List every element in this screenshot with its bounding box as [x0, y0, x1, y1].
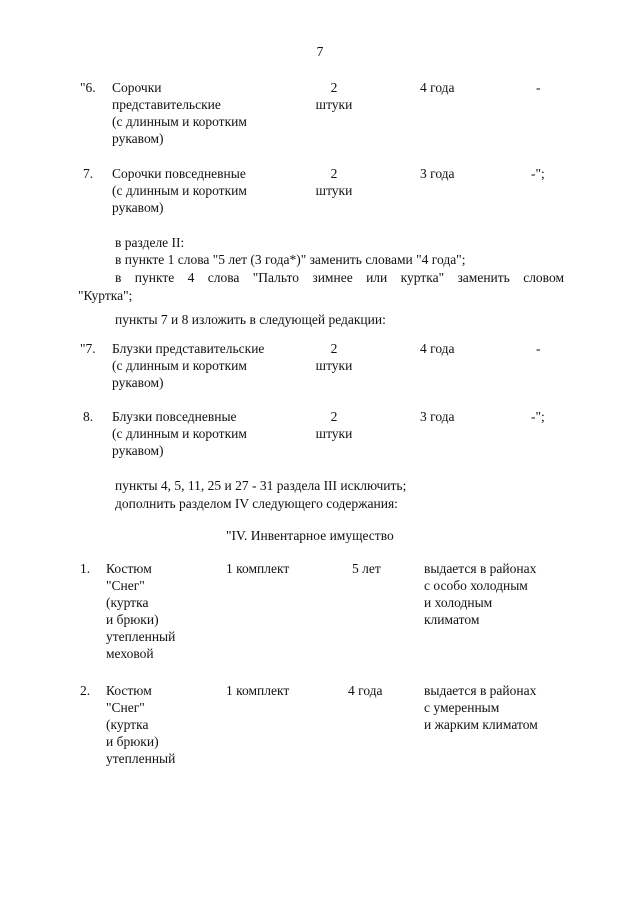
- item-name: Блузки представительские (с длинным и коротким рукавом): [112, 341, 265, 390]
- paragraph: в пункте 4 слова "Пальто зимнее или куртка" заменить словом: [115, 270, 564, 285]
- item-end: -";: [531, 409, 545, 424]
- paragraph: дополнить разделом IV следующего содержания:: [115, 496, 398, 511]
- item-note: выдается в районах с особо холодным и холодным климатом: [424, 561, 537, 627]
- item-quantity: 2 штуки: [315, 166, 353, 198]
- item-quantity: 2 штуки: [315, 409, 353, 441]
- item-note: выдается в районах с умеренным и жарким климатом: [424, 683, 538, 732]
- item-quantity: 1 комплект: [226, 683, 290, 698]
- item-quantity: 2 штуки: [315, 80, 353, 112]
- item-term: 4 года: [420, 341, 455, 356]
- row-number: "7.: [80, 341, 96, 356]
- item-term: 3 года: [420, 409, 455, 424]
- item-end: -";: [531, 166, 545, 181]
- item-name: Сорочки повседневные (с длинным и коротким рукавом): [112, 166, 247, 215]
- item-name: Блузки повседневные (с длинным и коротким рукавом): [112, 409, 247, 458]
- paragraph: в пункте 1 слова "5 лет (3 года*)" заменить словами "4 года";: [115, 252, 466, 267]
- section-title: "IV. Инвентарное имущество: [226, 528, 394, 543]
- row-number: 2.: [80, 683, 91, 698]
- paragraph: пункты 7 и 8 изложить в следующей редакции:: [115, 312, 386, 327]
- item-name: Костюм "Снег" (куртка и брюки) утепленный: [106, 683, 176, 766]
- item-name: Сорочки представительские (с длинным и коротким рукавом): [112, 80, 247, 146]
- item-quantity: 2 штуки: [315, 341, 353, 373]
- row-number: 8.: [83, 409, 94, 424]
- item-term: 4 года: [420, 80, 455, 95]
- paragraph: в разделе II:: [115, 235, 185, 250]
- paragraph-continuation: "Куртка";: [78, 288, 133, 303]
- item-name: Костюм "Снег" (куртка и брюки) утепленный меховой: [106, 561, 176, 661]
- item-term: 3 года: [420, 166, 455, 181]
- row-number: 7.: [83, 166, 94, 181]
- page-number: 7: [316, 44, 324, 59]
- item-quantity: 1 комплект: [226, 561, 290, 576]
- item-end: -: [536, 341, 541, 356]
- row-number: "6.: [80, 80, 96, 95]
- row-number: 1.: [80, 561, 91, 576]
- item-term: 4 года: [348, 683, 383, 698]
- item-end: -: [536, 80, 541, 95]
- item-term: 5 лет: [352, 561, 381, 576]
- paragraph: пункты 4, 5, 11, 25 и 27 - 31 раздела III исключить;: [115, 478, 407, 493]
